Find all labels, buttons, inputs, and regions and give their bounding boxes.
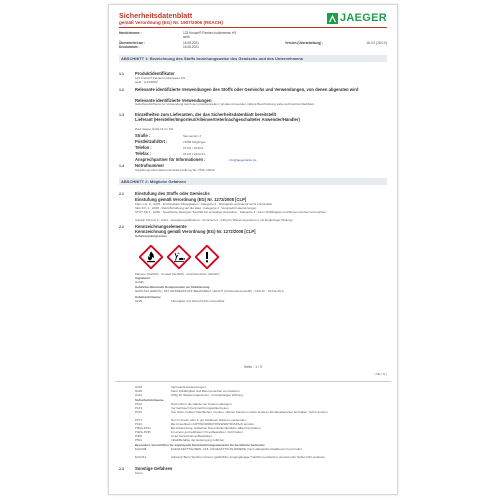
classification-line: Flam. Liq. 2 ; H225 - Entzündbare Flüssigkeiten : Kategorie 2 ; Flüssigkeit und Dampf leicht entzündbar. bbox=[135, 202, 273, 206]
brand-name: JAEGER bbox=[339, 12, 387, 24]
ansprechpartner-label: Ansprechpartner für Informationen : bbox=[135, 157, 206, 162]
handelsname-value: 123 Knowe® Flecken-Isolierweiss HS bbox=[183, 31, 237, 35]
environment-icon bbox=[167, 245, 191, 269]
section-title: Einstufung des Stoffs oder Gemischs bbox=[135, 191, 210, 196]
hazard-text: Flüssigkeit und Dampf leicht entzündbar. bbox=[171, 299, 226, 303]
page-number: Seite : 1 / 9 bbox=[243, 365, 263, 369]
page-break bbox=[115, 381, 391, 382]
ueberarbeitet-label: Überarbeitet am : bbox=[119, 41, 146, 45]
p-text: Inhalt/Behälter der Entsorgung zuführen. bbox=[171, 438, 226, 442]
p-code: P403+P235 bbox=[135, 430, 151, 434]
special-provisions-label: Besondere Vorschriften für ergänzende Kennzeichnungselemente für bestimmte Gemische bbox=[135, 443, 265, 447]
section-title: Einzelheiten zum Lieferanten, der das Sicherheitsdatenblatt bereitstellt bbox=[135, 112, 277, 117]
hazard-code: H225 bbox=[135, 299, 143, 303]
p-code: P102 bbox=[135, 402, 143, 406]
p-code: P405 bbox=[135, 434, 143, 438]
ueberarbeitet-value: 16.08.2021 bbox=[183, 41, 199, 45]
classification-line: STOT SE 3 ; H336 - Spezifische Zielorgan-Toxizität bei einmaliger Exposition : Kategorie 3 ; Kann Schläfrigkeit und Benommenheit verursachen. bbox=[135, 210, 327, 214]
telefax-label: Telefax : bbox=[135, 151, 152, 156]
druckdatum-value: 16.08.2021 bbox=[183, 45, 199, 49]
hazard-code: H315 bbox=[135, 385, 143, 389]
section-number: 2.3 bbox=[119, 467, 124, 471]
signalwort-label: Signalwort bbox=[135, 276, 151, 280]
meta-block bbox=[119, 31, 387, 53]
jaeger-logo bbox=[327, 11, 387, 25]
p-code: P271 bbox=[135, 418, 143, 422]
section-subtitle: Relevante identifizierte Verwendungen bbox=[135, 98, 212, 103]
euh-text: Achtung! Beim Sprühen können gefährliche lungengängige Tröpfchen entstehen. Aerosol oder Nebel nicht einatmen. bbox=[171, 455, 326, 459]
classification-line: Skin Irrit. 2 ; H315 - Reizt/Ätzwirkung auf die Haut : Kategorie 2 ; Verursacht Hautreizungen. bbox=[135, 206, 257, 210]
product-variant: weiß · (1234090) bbox=[135, 80, 158, 84]
section-title: Produktidentifikator bbox=[135, 71, 175, 76]
section-number: 1.2 bbox=[119, 88, 124, 92]
p-text: Bei Hautreizung: Ärztlichen Rat einholen/ärztliche Hilfe hinzuziehen. bbox=[171, 426, 262, 430]
section-subtitle: Einstufung gemäß Verordnung (EG) Nr. 1272/2008 [CLP] bbox=[135, 197, 247, 202]
document-title: Sicherheitsdatenblatt bbox=[119, 11, 193, 20]
strasse-label: Straße : bbox=[135, 133, 151, 138]
telefon-value: 07141 / 2444-0 bbox=[183, 146, 204, 150]
section-subtitle: Kennzeichnung gemäß Verordnung (EG) Nr. 1272/2008 [CLP] bbox=[135, 229, 256, 234]
section-number: 2.2 bbox=[119, 225, 124, 229]
ansprechpartner-email[interactable]: info@jaegerlacke.de bbox=[229, 158, 257, 162]
pictogram-caption: Flamme (GHS02) · Umwelt (GHS09) · Ausrufezeichen (GHS07) bbox=[135, 272, 220, 276]
hazard-code: H336 bbox=[135, 389, 143, 393]
hazard-text: Kann Schläfrigkeit und Benommenheit verursachen. bbox=[171, 389, 241, 393]
document-sheet bbox=[108, 4, 398, 495]
section-text: Isolierbeschichtung zur Verwendung durch den professionellen / privaten Anwender, nähere Beschreibung siehe technisches Merkblatt. bbox=[135, 102, 315, 106]
hazard-code: H411 bbox=[135, 393, 142, 397]
product-name: 123 Knowe® Flecken-Isolierweiss HS bbox=[135, 76, 186, 80]
version-label: Version (Überarbeitung) : bbox=[285, 41, 324, 45]
p-code: P302+P313 bbox=[135, 426, 151, 430]
flame-icon bbox=[139, 245, 163, 269]
jaeger-mark-icon bbox=[327, 13, 338, 24]
hazard-pictograms bbox=[119, 245, 387, 271]
components-label: Gefahrbestimmende Komponenten zur Etikettierung bbox=[135, 285, 210, 289]
telefax-value: 07141 / 2444-44 bbox=[183, 152, 205, 156]
section-text: Keine bbox=[135, 471, 143, 475]
document-subtitle: gemäß Verordnung (EG) Nr. 1907/2006 (REACH) bbox=[119, 20, 223, 25]
exclamation-icon bbox=[195, 245, 219, 269]
hazard-text: Verursacht Hautreizungen. bbox=[171, 385, 207, 389]
handelsname-label: Handelsname : bbox=[119, 31, 142, 35]
hazard-text: Giftig für Wasserorganismen, mit langfristiger Wirkung. bbox=[171, 393, 244, 397]
euh-text: Enthält FETTSÄUREN, C18, UNGESÄTTIGTE DIMERE. Kann allergische Reaktionen hervorrufen. bbox=[171, 447, 303, 451]
plz-label: Postleitzahl/Ort : bbox=[135, 139, 168, 144]
plz-value: 71696 Möglingen bbox=[183, 140, 207, 144]
section-title: Sonstige Gefahren bbox=[135, 466, 173, 471]
pictograms-label: Gefahrenpiktogramme bbox=[135, 234, 168, 238]
signalwort-value: Gefahr bbox=[135, 280, 145, 284]
euh-code: EUH211 bbox=[135, 455, 147, 459]
hazard-statements-label: Gefahrenhinweise bbox=[135, 295, 161, 299]
product-color: weiß bbox=[183, 35, 190, 39]
company-name: Paul Jaeger GmbH & Co KG bbox=[135, 127, 174, 131]
p-text: An einem gut belüfteten Ort aufbewahren. Kühl halten. bbox=[171, 430, 244, 434]
section-number: 2.1 bbox=[119, 192, 124, 196]
section-number: 1.4 bbox=[119, 164, 124, 168]
section-2-band: ABSCHNITT 2: Mögliche Gefahren bbox=[119, 178, 387, 185]
header-divider bbox=[119, 27, 387, 28]
section-1-band: ABSCHNITT 1: Bezeichnung des Stoffs beziehungsweise des Gemischs und des Unternehmens bbox=[119, 55, 387, 62]
p-text: Nur im Freien oder in gut belüfteten Räumen verwenden. bbox=[171, 418, 247, 422]
p-text: Unter Verschluss aufbewahren. bbox=[171, 434, 213, 438]
classification-line: Aquatic Chronic 2 ; H411 - Gewässergefährdend : Chronisch 2 ; Giftig für Wasserorganismen, mit langfristiger Wirkung. bbox=[135, 218, 294, 222]
euh-code: EUH208 bbox=[135, 447, 147, 451]
page-2-content bbox=[119, 386, 387, 495]
section-subtitle: Lieferant (Hersteller/Importeur/Alleinvertreter/nachgeschalteter Anwender/Händler) bbox=[135, 117, 300, 122]
emergency-number: Vergiftungs-Informations-Zentrale Freiburg Tel. 0761/ 19240 bbox=[135, 168, 215, 172]
p-code: P210 bbox=[135, 410, 143, 414]
p-code: P501 bbox=[135, 438, 143, 442]
telefon-label: Telefon : bbox=[135, 145, 152, 150]
p-code: P312 bbox=[135, 422, 143, 426]
section-title: Notrufnummer bbox=[135, 163, 165, 168]
section-number: 1.3 bbox=[119, 113, 124, 117]
p-text: Von Hitze, heißen Oberflächen, Funken, offenen Flammen sowie anderen Zündquellenarten fernhalten. Nicht rauchen. bbox=[171, 410, 329, 414]
druckdatum-label: Druckdatum : bbox=[119, 45, 140, 49]
p-text: Darf nicht in die Hände von Kindern gelangen. bbox=[171, 402, 233, 406]
precautionary-label: Sicherheitshinweise bbox=[135, 398, 164, 402]
section-title: Kennzeichnungselemente bbox=[135, 224, 187, 229]
p-code: P103 bbox=[135, 406, 143, 410]
strasse-value: Siemensstr. 6 bbox=[183, 134, 202, 138]
p-text: Bei Unwohlsein GIFTINFORMATIONSZENTRUM/Arzt anrufen. bbox=[171, 422, 255, 426]
version-value: 16.0.0 (15.0.0) bbox=[366, 41, 387, 45]
p-text: Vor Gebrauch Kennzeichnungsetikett lesen. bbox=[171, 406, 230, 410]
section-title: Relevante identifizierte Verwendungen des Stoffs oder Gemischs und Verwendungen, von denen abgeraten wird bbox=[135, 87, 359, 92]
section-number: 1.1 bbox=[119, 72, 124, 76]
page-language: ( DE / D ) bbox=[374, 372, 387, 376]
components-value: NAPHTHA (ERDÖL), MIT WASSERSTOFF BEHANDELT, LEICHT (Kohlenwasserstoffe) ; CAS-Nr. : 64742-49-0 bbox=[135, 289, 284, 293]
